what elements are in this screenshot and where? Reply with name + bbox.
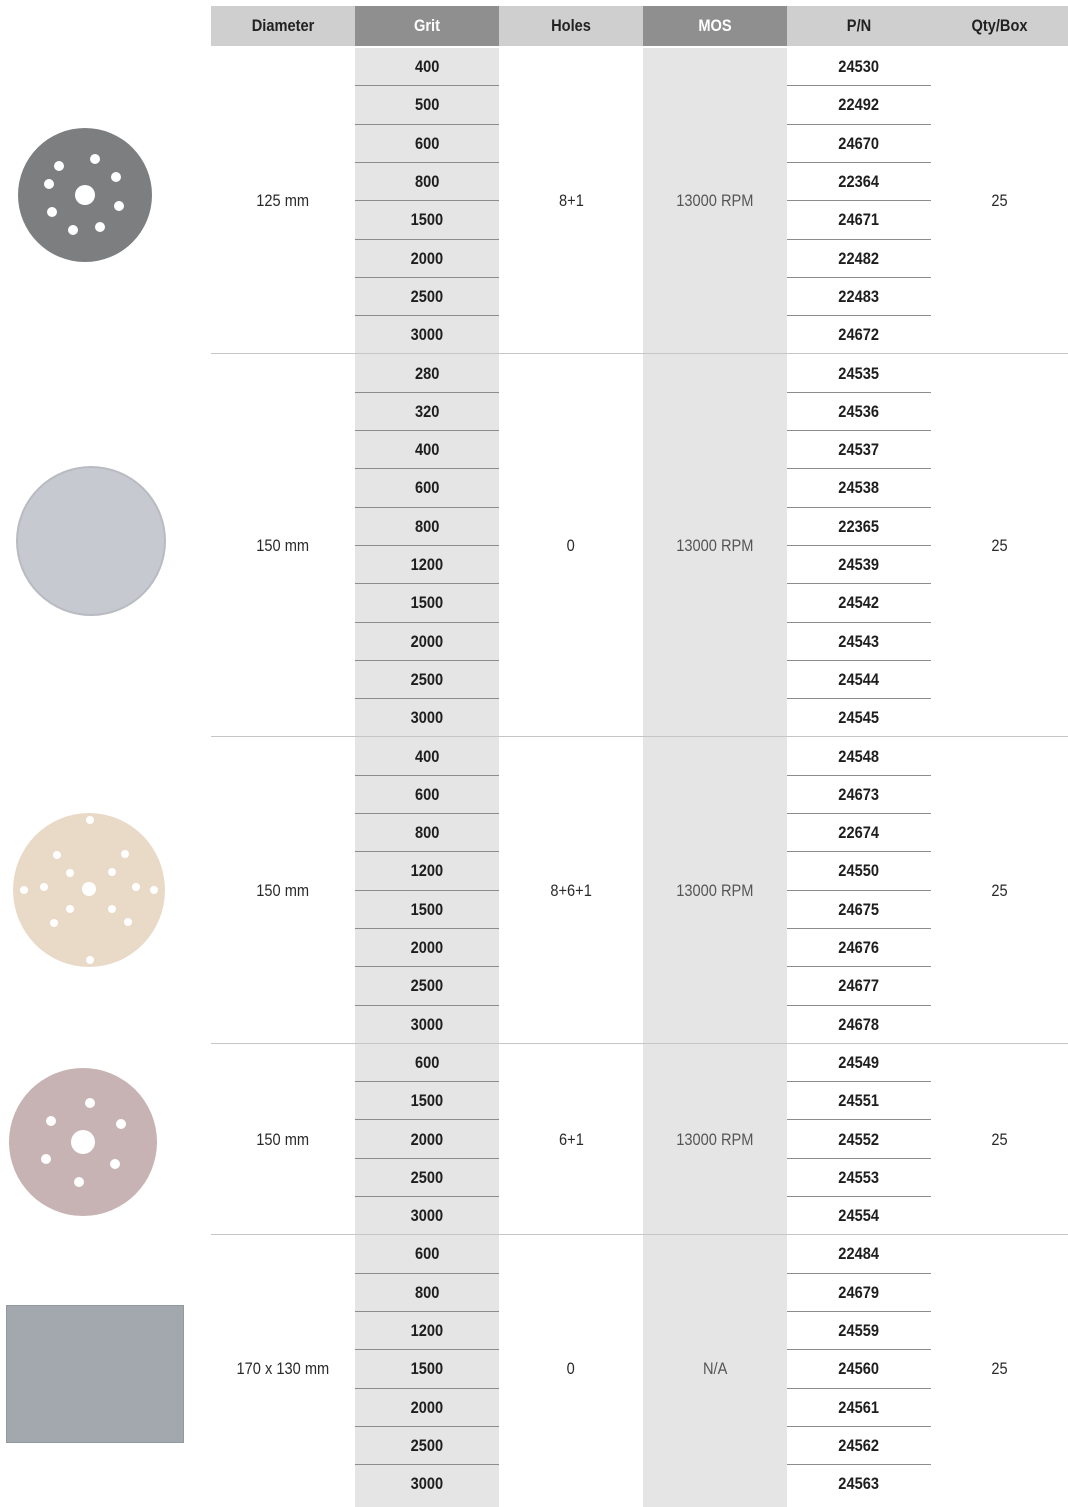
mos-cell-value: 13000 RPM xyxy=(676,1129,754,1149)
grit-value: 3000 xyxy=(410,1474,444,1494)
grit-value: 1500 xyxy=(410,210,444,230)
pn-cell xyxy=(787,48,931,86)
pn-cell xyxy=(787,1082,931,1120)
grit-value: 1200 xyxy=(410,861,444,881)
diameter-cell xyxy=(211,737,355,1043)
pn-cell xyxy=(787,546,931,584)
grit-cell xyxy=(355,393,499,431)
grit-cell xyxy=(355,1350,499,1388)
grit-value: 3000 xyxy=(410,325,444,345)
pn-cell xyxy=(787,240,931,278)
pn-value: 24545 xyxy=(838,708,880,728)
diameter-cell-value: 150 mm xyxy=(256,535,310,555)
light-grey-disc-image xyxy=(16,466,166,616)
holes-cell-value: 0 xyxy=(566,535,576,555)
pn-value: 24550 xyxy=(838,861,880,881)
pn-cell xyxy=(787,1197,931,1235)
diameter-cell xyxy=(211,354,355,737)
mos-cell xyxy=(643,1235,787,1503)
grit-cell xyxy=(355,776,499,814)
diameter-cell-value: 170 x 130 mm xyxy=(236,1359,330,1379)
grit-cell xyxy=(355,1274,499,1312)
pn-cell xyxy=(787,1465,931,1503)
grit-cell xyxy=(355,1465,499,1503)
pn-cell xyxy=(787,1274,931,1312)
pn-cell xyxy=(787,584,931,622)
pn-cell xyxy=(787,163,931,201)
holes-cell xyxy=(499,1235,643,1503)
grit-cell xyxy=(355,967,499,1005)
grit-cell xyxy=(355,737,499,775)
grit-cell xyxy=(355,163,499,201)
pn-cell xyxy=(787,623,931,661)
pn-value: 24559 xyxy=(838,1321,880,1341)
grit-value: 1200 xyxy=(410,555,444,575)
holes-cell xyxy=(499,1044,643,1236)
header-pn: P/N xyxy=(846,16,872,35)
pn-cell xyxy=(787,86,931,124)
grit-cell xyxy=(355,1389,499,1427)
header-qty: Qty/Box xyxy=(971,16,1028,35)
pn-cell xyxy=(787,125,931,163)
grit-cell xyxy=(355,86,499,124)
qty-cell-value: 25 xyxy=(991,1359,1008,1379)
pn-value: 24562 xyxy=(838,1435,880,1455)
pn-cell xyxy=(787,393,931,431)
pn-value: 22492 xyxy=(838,95,880,115)
pn-value: 22365 xyxy=(838,516,880,536)
grit-value: 2500 xyxy=(410,1167,444,1187)
holes-cell xyxy=(499,737,643,1043)
grit-cell xyxy=(355,699,499,737)
pn-cell xyxy=(787,814,931,852)
pn-cell xyxy=(787,1120,931,1158)
grit-cell xyxy=(355,1006,499,1044)
pn-cell xyxy=(787,852,931,890)
grit-cell xyxy=(355,48,499,86)
pn-cell xyxy=(787,508,931,546)
pn-value: 24677 xyxy=(838,976,880,996)
pn-value: 24548 xyxy=(838,746,880,766)
grit-cell xyxy=(355,1044,499,1082)
grit-value: 3000 xyxy=(410,708,444,728)
pn-cell xyxy=(787,1389,931,1427)
grit-value: 400 xyxy=(414,440,440,460)
pn-cell xyxy=(787,929,931,967)
mos-cell xyxy=(643,354,787,737)
pn-cell xyxy=(787,1427,931,1465)
grit-value: 2000 xyxy=(410,248,444,268)
diameter-cell xyxy=(211,1044,355,1236)
pn-value: 24670 xyxy=(838,133,880,153)
holes-cell-value: 8+1 xyxy=(558,191,584,211)
holes-cell xyxy=(499,354,643,737)
grit-cell xyxy=(355,929,499,967)
pn-cell xyxy=(787,201,931,239)
pn-cell xyxy=(787,699,931,737)
grit-value: 2500 xyxy=(410,286,444,306)
mos-cell xyxy=(643,48,787,354)
pn-value: 24675 xyxy=(838,899,880,919)
pn-cell xyxy=(787,278,931,316)
diameter-cell xyxy=(211,48,355,354)
grit-value: 320 xyxy=(414,401,440,421)
pn-value: 24676 xyxy=(838,938,880,958)
pn-value: 24554 xyxy=(838,1206,880,1226)
mos-cell-value: N/A xyxy=(702,1359,728,1379)
diameter-cell-value: 150 mm xyxy=(256,1129,310,1149)
pn-cell xyxy=(787,1312,931,1350)
grit-value: 800 xyxy=(414,516,440,536)
grit-value: 1500 xyxy=(410,1091,444,1111)
grit-value: 1500 xyxy=(410,899,444,919)
qty-cell xyxy=(931,48,1068,354)
mos-cell xyxy=(643,737,787,1043)
header-diameter: Diameter xyxy=(251,16,315,35)
pn-value: 24551 xyxy=(838,1091,880,1111)
pn-value: 24552 xyxy=(838,1129,880,1149)
qty-cell xyxy=(931,354,1068,737)
grit-value: 2000 xyxy=(410,1129,444,1149)
pn-value: 24536 xyxy=(838,401,880,421)
pn-value: 24535 xyxy=(838,363,880,383)
grit-value: 2000 xyxy=(410,1397,444,1417)
qty-cell-value: 25 xyxy=(991,191,1008,211)
grit-value: 3000 xyxy=(410,1206,444,1226)
header-holes: Holes xyxy=(551,16,591,35)
header-grit: Grit xyxy=(413,16,440,35)
pn-value: 24542 xyxy=(838,593,880,613)
qty-cell-value: 25 xyxy=(991,1129,1008,1149)
pn-value: 22674 xyxy=(838,823,880,843)
holes-cell xyxy=(499,48,643,354)
pn-cell xyxy=(787,1006,931,1044)
qty-cell xyxy=(931,1235,1068,1503)
qty-cell-value: 25 xyxy=(991,535,1008,555)
grit-value: 400 xyxy=(414,57,440,77)
grit-cell xyxy=(355,1120,499,1158)
grey-rectangular-sheet-image xyxy=(6,1305,184,1443)
grit-cell xyxy=(355,354,499,392)
grit-value: 3000 xyxy=(410,1014,444,1034)
grit-value: 400 xyxy=(414,746,440,766)
pn-value: 24543 xyxy=(838,631,880,651)
grit-value: 600 xyxy=(414,1244,440,1264)
grit-value: 2000 xyxy=(410,938,444,958)
pn-cell xyxy=(787,354,931,392)
diameter-cell-value: 125 mm xyxy=(256,191,310,211)
mos-cell-value: 13000 RPM xyxy=(676,191,754,211)
grit-value: 1200 xyxy=(410,1321,444,1341)
holes-cell-value: 0 xyxy=(566,1359,576,1379)
qty-cell xyxy=(931,1044,1068,1236)
grit-cell xyxy=(355,1312,499,1350)
cream-disc-8-6-1-holes-image xyxy=(12,812,166,968)
header-mos: MOS xyxy=(698,16,732,35)
grit-value: 280 xyxy=(414,363,440,383)
grit-value: 2000 xyxy=(410,631,444,651)
grit-cell xyxy=(355,431,499,469)
grit-cell xyxy=(355,278,499,316)
grit-cell xyxy=(355,125,499,163)
pn-value: 24678 xyxy=(838,1014,880,1034)
pn-value: 24561 xyxy=(838,1397,880,1417)
pn-value: 24560 xyxy=(838,1359,880,1379)
pn-value: 24530 xyxy=(838,57,880,77)
pn-value: 24537 xyxy=(838,440,880,460)
grit-cell xyxy=(355,661,499,699)
grit-value: 600 xyxy=(414,133,440,153)
qty-cell xyxy=(931,737,1068,1043)
grit-cell xyxy=(355,1197,499,1235)
grit-cell xyxy=(355,508,499,546)
pn-cell xyxy=(787,431,931,469)
grit-cell xyxy=(355,814,499,852)
pn-value: 22484 xyxy=(838,1244,880,1264)
holes-cell-value: 8+6+1 xyxy=(550,880,592,900)
pn-value: 22483 xyxy=(838,286,880,306)
grit-value: 600 xyxy=(414,1052,440,1072)
grit-cell xyxy=(355,891,499,929)
pn-value: 24563 xyxy=(838,1474,880,1494)
pn-value: 24549 xyxy=(838,1052,880,1072)
grit-value: 2500 xyxy=(410,976,444,996)
qty-cell-value: 25 xyxy=(991,880,1008,900)
grit-cell xyxy=(355,1427,499,1465)
pn-cell xyxy=(787,1159,931,1197)
pn-cell xyxy=(787,1350,931,1388)
grit-value: 800 xyxy=(414,172,440,192)
grey-disc-8-1-holes-image xyxy=(18,128,152,262)
pn-cell xyxy=(787,316,931,354)
diameter-cell xyxy=(211,1235,355,1503)
grit-value: 2500 xyxy=(410,1435,444,1455)
diameter-cell-value: 150 mm xyxy=(256,880,310,900)
pn-cell xyxy=(787,967,931,1005)
mos-cell-value: 13000 RPM xyxy=(676,880,754,900)
grit-cell xyxy=(355,316,499,354)
holes-cell-value: 6+1 xyxy=(558,1129,584,1149)
pn-cell xyxy=(787,469,931,507)
grit-value: 1500 xyxy=(410,593,444,613)
pn-value: 24538 xyxy=(838,478,880,498)
pn-cell xyxy=(787,891,931,929)
pn-value: 24539 xyxy=(838,555,880,575)
grit-cell xyxy=(355,469,499,507)
grit-value: 800 xyxy=(414,823,440,843)
grit-cell xyxy=(355,852,499,890)
product-images-column xyxy=(0,0,210,1502)
grit-value: 500 xyxy=(414,95,440,115)
pn-value: 22482 xyxy=(838,248,880,268)
pn-value: 24544 xyxy=(838,669,880,689)
grit-cell xyxy=(355,623,499,661)
grit-value: 600 xyxy=(414,478,440,498)
pn-cell xyxy=(787,776,931,814)
pn-cell xyxy=(787,737,931,775)
grit-cell xyxy=(355,201,499,239)
pn-cell xyxy=(787,661,931,699)
pn-value: 24671 xyxy=(838,210,880,230)
pn-value: 24679 xyxy=(838,1282,880,1302)
grit-cell xyxy=(355,1082,499,1120)
pn-value: 22364 xyxy=(838,172,880,192)
grit-cell xyxy=(355,240,499,278)
grit-value: 1500 xyxy=(410,1359,444,1379)
pn-cell xyxy=(787,1235,931,1273)
pn-value: 24672 xyxy=(838,325,880,345)
grit-cell xyxy=(355,584,499,622)
grit-value: 600 xyxy=(414,784,440,804)
mos-cell-value: 13000 RPM xyxy=(676,535,754,555)
pn-cell xyxy=(787,1044,931,1082)
grit-cell xyxy=(355,1235,499,1273)
pn-value: 24673 xyxy=(838,784,880,804)
mos-cell xyxy=(643,1044,787,1236)
pn-value: 24553 xyxy=(838,1167,880,1187)
grit-value: 2500 xyxy=(410,669,444,689)
grit-cell xyxy=(355,546,499,584)
mauve-disc-6-1-holes-image xyxy=(8,1067,158,1217)
grit-cell xyxy=(355,1159,499,1197)
grit-value: 800 xyxy=(414,1282,440,1302)
